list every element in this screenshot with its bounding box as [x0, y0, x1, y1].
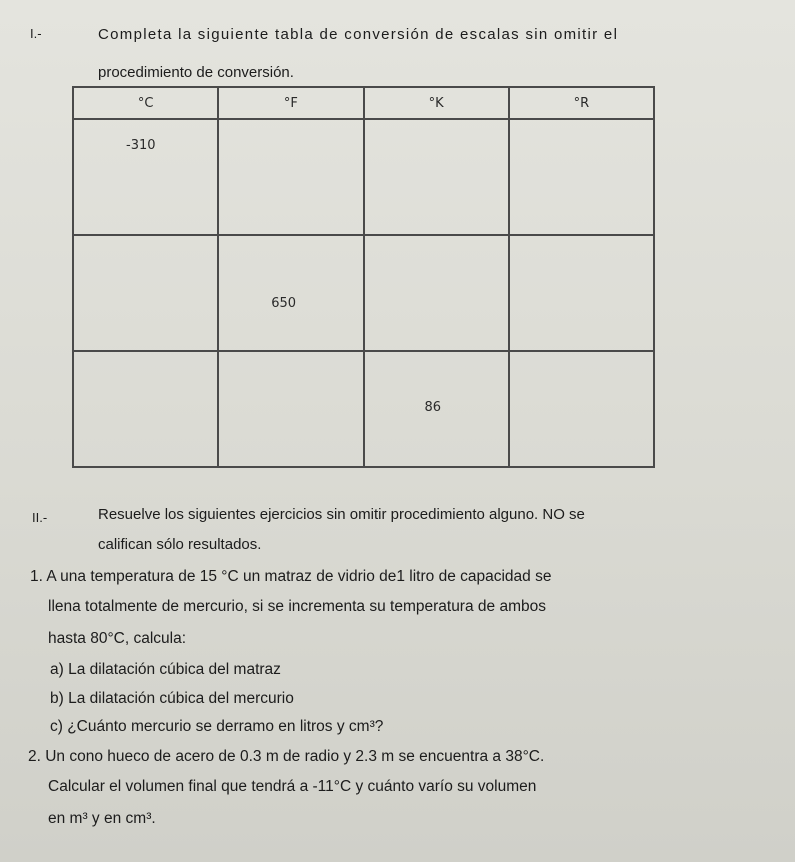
- header-kelvin: °K: [364, 87, 509, 119]
- table-row: [73, 119, 654, 235]
- section-1-instruction-line-1: Completa la siguiente tabla de conversión de escalas sin omitir el: [98, 26, 619, 43]
- problem-1-line-3: hasta 80°C, calcula:: [48, 630, 187, 647]
- temperature-conversion-table: [72, 86, 655, 468]
- header-rankine: °R: [509, 87, 654, 119]
- table-cell: [218, 351, 363, 467]
- problem-1-part-a: a) La dilatación cúbica del matraz: [50, 661, 281, 678]
- table-cell: [73, 119, 218, 235]
- cell-value: 650: [271, 296, 297, 311]
- problem-1-part-b: b) La dilatación cúbica del mercurio: [50, 690, 294, 707]
- section-2-instruction-line-2: califican sólo resultados.: [98, 536, 262, 553]
- problem-2-line-2: Calcular el volumen final que tendrá a -11°C y cuánto varío su volumen: [48, 778, 537, 795]
- table-cell: [218, 119, 363, 235]
- problem-2-line-1: 2. Un cono hueco de acero de 0.3 m de radio y 2.3 m se encuentra a 38°C.: [28, 748, 545, 765]
- section-2-label: II.-: [32, 510, 48, 525]
- table-cell: [509, 235, 654, 351]
- header-fahrenheit: °F: [218, 87, 363, 119]
- table-cell: [364, 235, 509, 351]
- table-cell: [218, 235, 363, 351]
- problem-1-line-1: 1. A una temperatura de 15 °C un matraz de vidrio de1 litro de capacidad se: [30, 568, 552, 585]
- problem-1-line-2: llena totalmente de mercurio, si se incrementa su temperatura de ambos: [48, 598, 546, 615]
- table-cell: [364, 351, 509, 467]
- table-row: [73, 235, 654, 351]
- table-cell: [364, 119, 509, 235]
- header-celsius: °C: [73, 87, 218, 119]
- table-header-row: [73, 87, 654, 119]
- table-row: [73, 351, 654, 467]
- section-2-instruction-line-1: Resuelve los siguientes ejercicios sin omitir procedimiento alguno. NO se: [98, 506, 585, 523]
- problem-2-line-3: en m³ y en cm³.: [48, 810, 156, 827]
- section-1-label: I.-: [30, 26, 42, 41]
- cell-value: -310: [126, 138, 156, 153]
- table-cell: [73, 351, 218, 467]
- table-cell: [509, 351, 654, 467]
- section-1-instruction-line-2: procedimiento de conversión.: [98, 64, 294, 81]
- cell-value: 86: [424, 400, 442, 415]
- table-cell: [73, 235, 218, 351]
- table-cell: [509, 119, 654, 235]
- problem-1-part-c: c) ¿Cuánto mercurio se derramo en litros y cm³?: [50, 718, 384, 735]
